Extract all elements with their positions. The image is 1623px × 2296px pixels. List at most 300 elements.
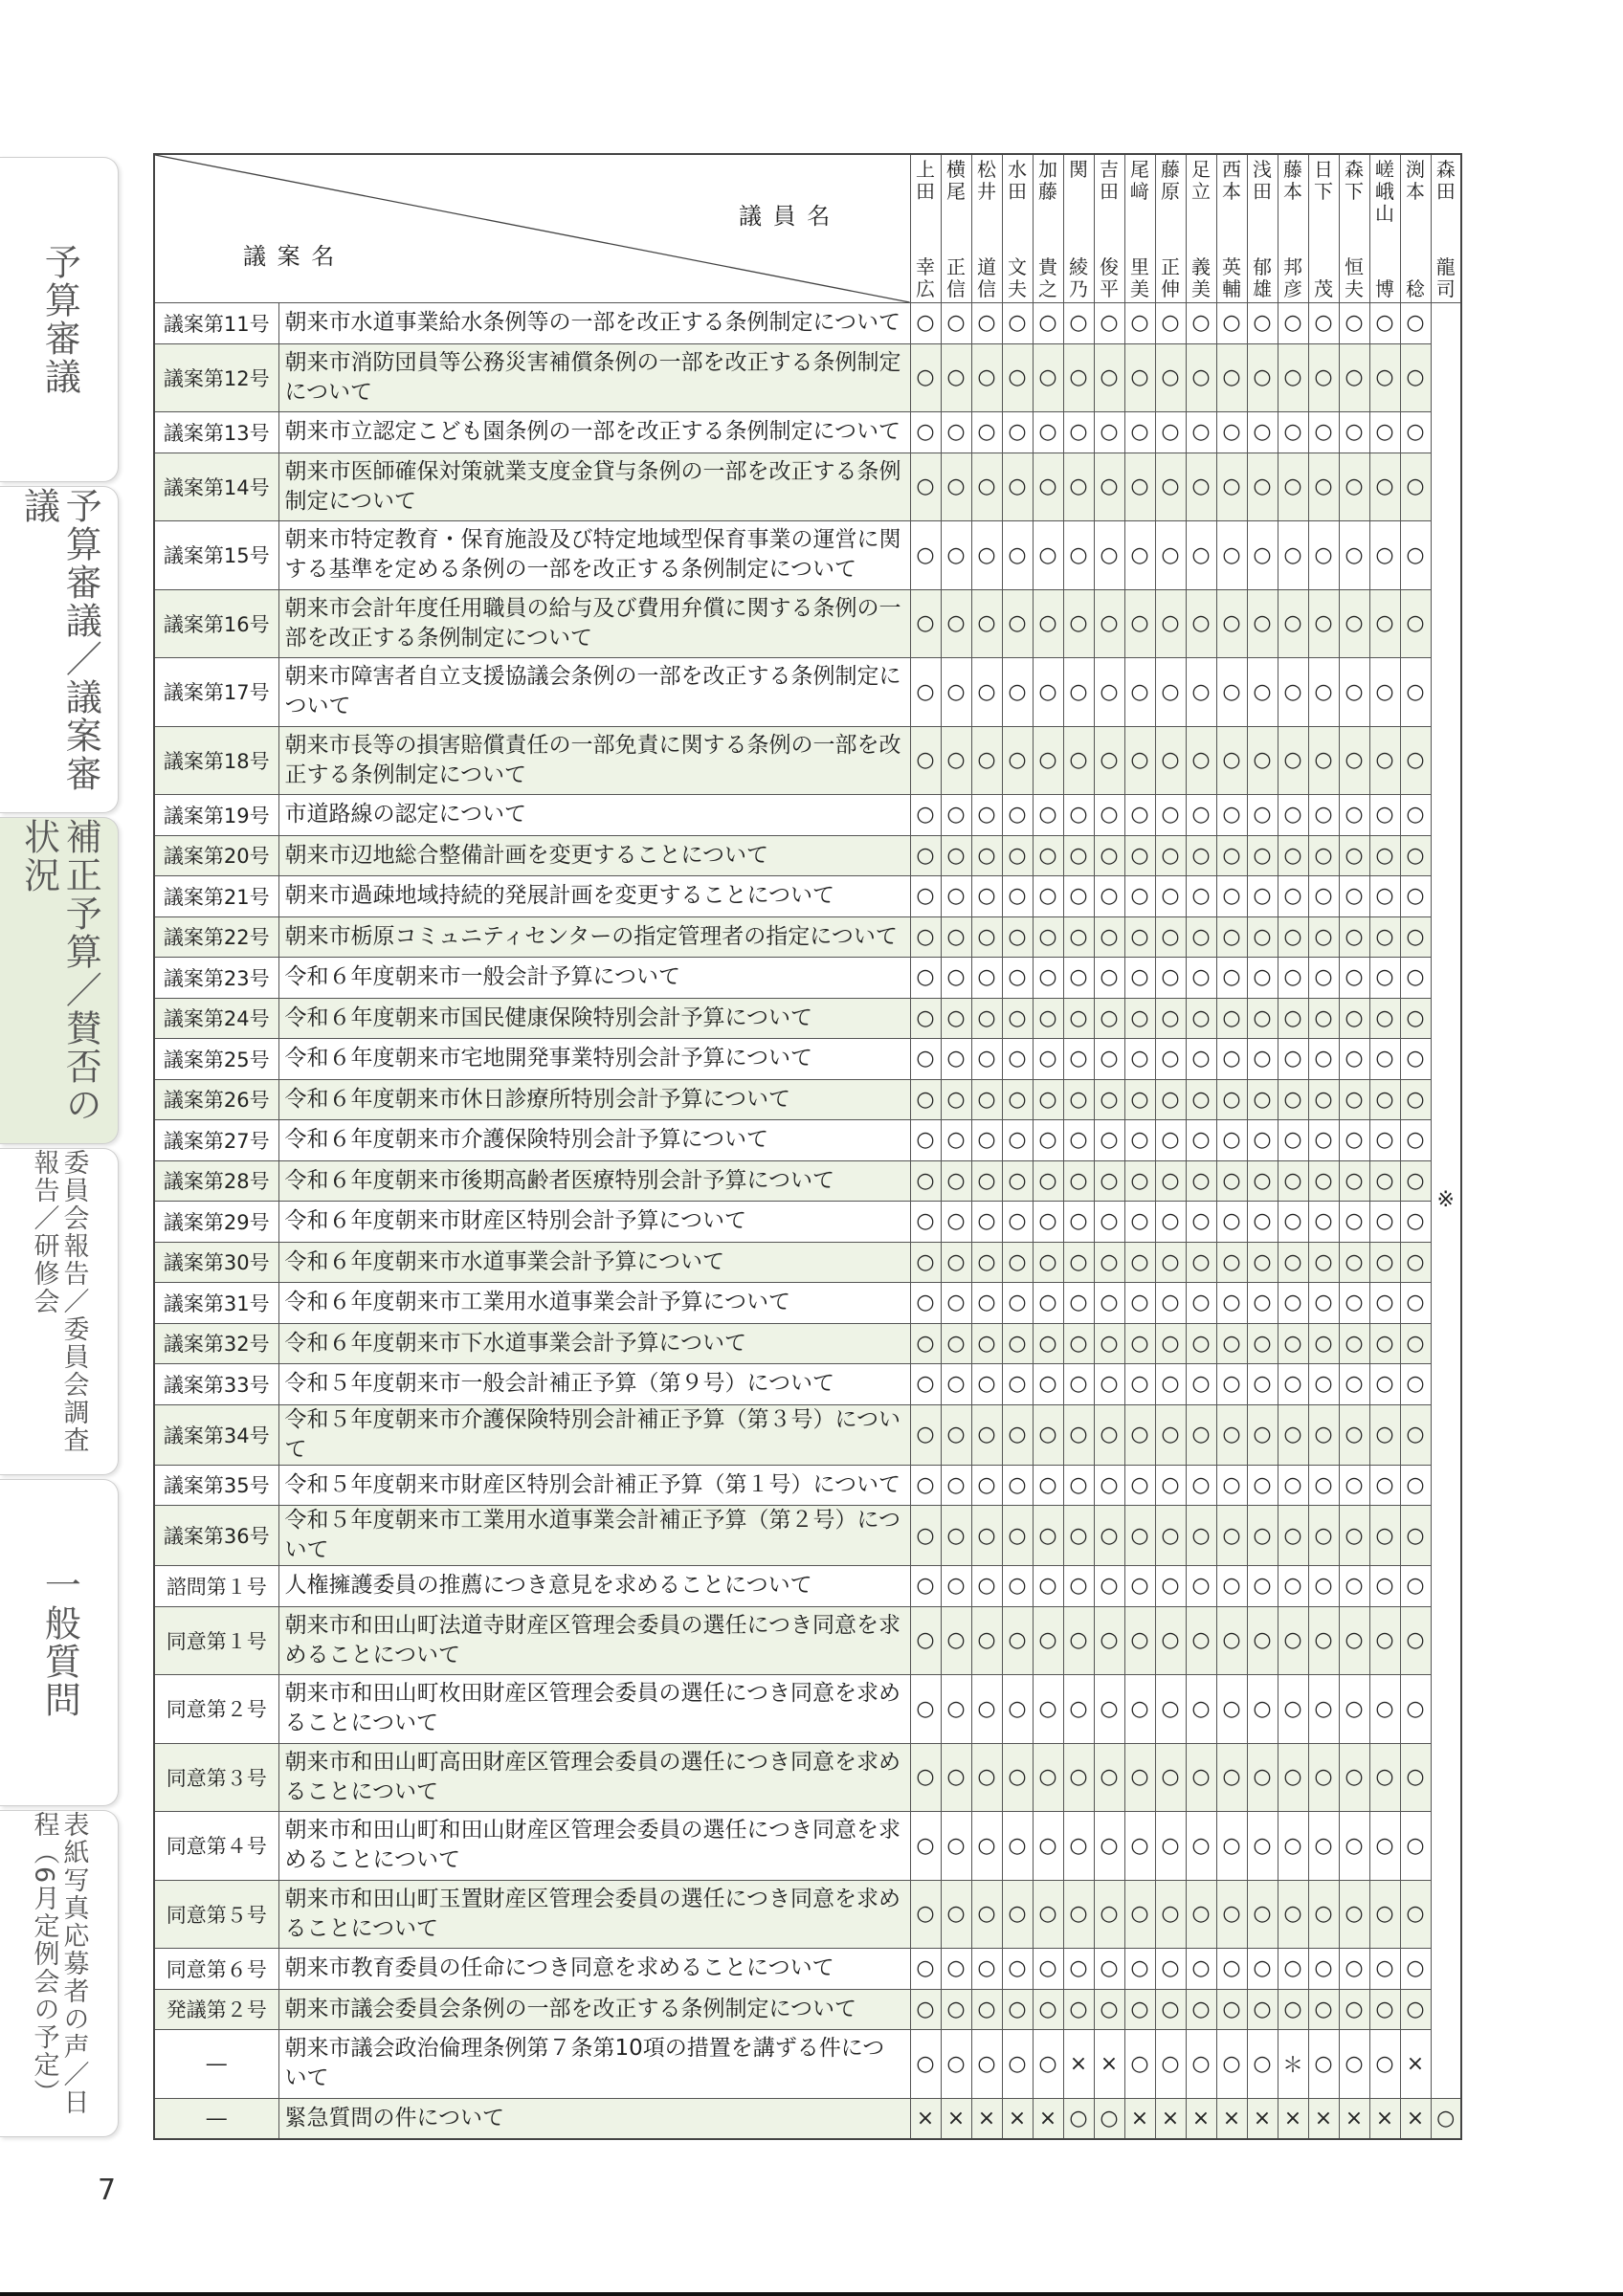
vote-mark: ○ [971,521,1002,590]
vote-mark: ○ [941,1949,971,1990]
vote-mark: ○ [941,1202,971,1243]
vote-mark: ○ [1339,916,1369,958]
vote-mark: ○ [1247,1949,1278,1990]
vote-mark: ○ [1033,1120,1063,1161]
vote-mark: ○ [1094,1202,1124,1243]
vote-mark: ○ [1124,1079,1155,1120]
vote-mark: ○ [1033,1949,1063,1990]
vote-mark: ○ [910,1989,941,2030]
vote-mark: ○ [1002,1283,1033,1324]
vote-mark: ○ [971,998,1002,1039]
bill-number: 議案第34号 [154,1404,278,1465]
vote-mark: ○ [1002,589,1033,658]
vote-mark: ○ [1155,1812,1186,1881]
vote-mark: ○ [1002,1160,1033,1202]
vote-mark: ○ [1369,876,1400,917]
bill-title: 朝来市和田山町枚田財産区管理会委員の選任につき同意を求めることについて [278,1675,910,1744]
bill-number: 同意第６号 [154,1949,278,1990]
bill-number: 議案第23号 [154,958,278,999]
vote-mark: ○ [971,1743,1002,1812]
vote-mark: ○ [1033,1364,1063,1405]
vote-mark: ○ [1400,1160,1431,1202]
vote-mark: ○ [1033,453,1063,521]
vote-mark: ○ [1339,1283,1369,1324]
vote-mark: ○ [1400,916,1431,958]
vote-mark: ○ [1033,958,1063,999]
vote-mark: ○ [1339,658,1369,727]
side-tab-committee-reports[interactable] [0,1148,119,1475]
vote-mark: × [1308,2098,1339,2139]
vote-mark: ○ [1339,1160,1369,1202]
vote-mark: ○ [1124,1120,1155,1161]
bill-number: 諮問第１号 [154,1566,278,1607]
vote-mark: ○ [1369,1743,1400,1812]
vote-mark: ○ [910,658,941,727]
vote-mark: ○ [1400,1506,1431,1566]
member-header [1278,154,1308,303]
vote-mark: ○ [1339,1323,1369,1364]
vote-mark: ○ [1308,1989,1339,2030]
vote-mark: ○ [1308,303,1339,344]
vote-mark: ○ [941,343,971,412]
vote-mark: ○ [1216,958,1247,999]
vote-mark: ○ [1155,1566,1186,1607]
vote-mark: ○ [971,1566,1002,1607]
member-header [1033,154,1063,303]
vote-mark: ○ [1063,1202,1094,1243]
member-given-char: 乃 [1069,277,1088,300]
bill-title: 令和５年度朝来市介護保険特別会計補正予算（第３号）について [278,1404,910,1465]
vote-mark: ○ [1308,1120,1339,1161]
vote-mark: ○ [1339,1812,1369,1881]
vote-mark: ○ [1094,589,1124,658]
bill-title: 人権擁護委員の推薦につき意見を求めることについて [278,1566,910,1607]
bill-number: 議案第12号 [154,343,278,412]
vote-mark: ○ [971,1880,1002,1949]
vote-mark: ○ [1124,1506,1155,1566]
member-name [1401,155,1431,300]
vote-mark: ○ [1186,1606,1216,1675]
vote-mark: ○ [1369,1323,1400,1364]
vote-mark: ○ [1186,2030,1216,2099]
vote-mark: ○ [1155,1506,1186,1566]
bill-number: 同意第４号 [154,1812,278,1881]
vote-mark: ○ [1278,876,1308,917]
vote-mark: ○ [1063,1675,1094,1744]
vote-mark: ○ [910,1120,941,1161]
table-row [154,1160,1461,1202]
table-row [154,1675,1461,1744]
vote-mark: ○ [1369,958,1400,999]
bill-number: 議案第16号 [154,589,278,658]
vote-mark: × [1155,2098,1186,2139]
vote-mark: ○ [1002,1364,1033,1405]
member-name [1278,155,1308,300]
member-name [942,155,971,300]
vote-mark: ○ [1278,1404,1308,1465]
vote-mark: ○ [1063,1880,1094,1949]
bill-number: 議案第36号 [154,1506,278,1566]
bill-number: 議案第18号 [154,726,278,795]
vote-mark: ○ [971,1120,1002,1161]
member-given-char: 文 [1008,255,1027,278]
vote-mark: ○ [1186,521,1216,590]
vote-mark: ○ [1186,958,1216,999]
vote-mark: ○ [1308,726,1339,795]
table-row [154,343,1461,412]
vote-mark: ○ [1247,453,1278,521]
vote-mark: ○ [1278,521,1308,590]
member-surname-char: 尾 [1130,158,1149,181]
vote-mark: ○ [1278,835,1308,876]
table-row [154,1242,1461,1283]
vote-mark: ○ [1339,1989,1369,2030]
bill-number: 議案第11号 [154,303,278,344]
vote-mark: ○ [971,589,1002,658]
bill-number: 議案第27号 [154,1120,278,1161]
vote-mark: ○ [1155,916,1186,958]
bill-number: 議案第21号 [154,876,278,917]
member-name [1034,155,1063,300]
vote-mark: ○ [1155,1079,1186,1120]
vote-mark: ○ [1002,343,1033,412]
bill-number: 同意第３号 [154,1743,278,1812]
vote-mark: ○ [1002,1465,1033,1506]
vote-mark: ○ [1369,1120,1400,1161]
member-given-char: 英 [1222,255,1241,278]
table-row [154,521,1461,590]
member-name [1003,155,1033,300]
vote-mark: ○ [1186,726,1216,795]
vote-mark: ○ [1094,1465,1124,1506]
vote-mark: ○ [1186,795,1216,836]
vote-mark: ○ [1002,1880,1033,1949]
vote-mark: ○ [1155,2030,1186,2099]
bill-number: 議案第13号 [154,412,278,453]
vote-mark: ○ [1247,1606,1278,1675]
vote-mark: ○ [910,835,941,876]
vote-mark: ○ [1339,1743,1369,1812]
vote-mark: ○ [1400,1120,1431,1161]
vote-mark: ○ [1124,876,1155,917]
vote-mark: ○ [1400,412,1431,453]
vote-mark: ○ [941,916,971,958]
vote-mark: ○ [1308,1465,1339,1506]
side-tab-label: 委員会報告／委員会調査報告／研修会 [29,1149,89,1454]
vote-mark: ○ [1400,1880,1431,1949]
side-tab-budget-bills[interactable] [0,486,119,813]
bill-number: 同意第２号 [154,1675,278,1744]
vote-mark: × [941,2098,971,2139]
bill-title: 朝来市辺地総合整備計画を変更することについて [278,835,910,876]
member-given-char: 稔 [1406,277,1425,300]
vote-mark: ○ [1155,453,1186,521]
vote-mark: ○ [1369,658,1400,727]
vote-mark: ○ [971,958,1002,999]
vote-mark: ○ [941,303,971,344]
table-row [154,1566,1461,1607]
vote-mark: ○ [1002,1949,1033,1990]
member-header [1247,154,1278,303]
vote-mark: ○ [1247,795,1278,836]
vote-mark: ○ [1216,1606,1247,1675]
vote-mark: ○ [1094,726,1124,795]
vote-mark: ○ [1369,1675,1400,1744]
vote-mark: ○ [1339,795,1369,836]
vote-mark: ○ [1369,453,1400,521]
vote-mark: ○ [1369,1989,1400,2030]
side-tab-supplementary-votes[interactable] [0,817,119,1144]
vote-mark: ○ [1033,412,1063,453]
vote-mark: ○ [1216,1675,1247,1744]
vote-mark: ○ [1186,1675,1216,1744]
vote-mark: ○ [1369,1566,1400,1607]
vote-mark: ○ [1094,1039,1124,1080]
member-surname-char: 嵯 [1375,158,1394,181]
vote-mark: ○ [1124,1989,1155,2030]
vote-mark: ○ [1124,1283,1155,1324]
vote-mark: ○ [1002,916,1033,958]
vote-mark: ○ [1124,1880,1155,1949]
bill-title: 朝来市消防団員等公務災害補償条例の一部を改正する条例制定について [278,343,910,412]
vote-mark: ○ [910,998,941,1039]
vote-mark: ○ [1186,1880,1216,1949]
vote-mark: ○ [1216,521,1247,590]
vote-mark: ○ [1186,1120,1216,1161]
member-surname-char: 足 [1191,158,1211,181]
vote-mark: ○ [1369,1283,1400,1324]
vote-mark: ○ [1094,1812,1124,1881]
vote-mark: ○ [1063,1812,1094,1881]
vote-mark: ○ [1216,1465,1247,1506]
vote-mark: ○ [1308,876,1339,917]
vote-mark: ○ [1369,1160,1400,1202]
vote-mark: ○ [1002,958,1033,999]
vote-mark: ○ [1339,1202,1369,1243]
vote-mark: ○ [941,1160,971,1202]
vote-mark: ○ [1278,1079,1308,1120]
vote-mark: ○ [1400,589,1431,658]
table-row [154,876,1461,917]
bill-title: 令和５年度朝来市工業用水道事業会計補正予算（第２号）について [278,1506,910,1566]
vote-mark: ○ [1124,1404,1155,1465]
vote-mark: ○ [941,1283,971,1324]
member-given-char: 龍 [1435,255,1456,278]
member-surname-char: 原 [1161,180,1180,203]
bill-title: 朝来市和田山町法道寺財産区管理会委員の選任につき同意を求めることについて [278,1606,910,1675]
table-row [154,658,1461,727]
vote-mark: ○ [1216,1160,1247,1202]
vote-mark: ○ [1216,1079,1247,1120]
bill-number: 議案第25号 [154,1039,278,1080]
bill-number: 議案第35号 [154,1465,278,1506]
vote-mark: ○ [1247,958,1278,999]
vote-mark: ○ [1002,835,1033,876]
table-row [154,1404,1461,1465]
vote-mark: ○ [1339,1079,1369,1120]
bill-title: 令和５年度朝来市財産区特別会計補正予算（第１号）について [278,1465,910,1506]
vote-mark: ○ [1124,589,1155,658]
member-surname-char: 山 [1375,202,1394,225]
vote-mark: ○ [910,876,941,917]
member-given-char: 恒 [1345,255,1364,278]
vote-mark: × [1339,2098,1369,2139]
vote-mark: ○ [910,1242,941,1283]
vote-mark: ○ [910,1364,941,1405]
vote-mark: × [910,2098,941,2139]
vote-mark: ○ [910,1160,941,1202]
page-number: 7 [98,2174,117,2207]
vote-mark: ○ [1186,1323,1216,1364]
vote-mark: ○ [1033,1566,1063,1607]
vote-mark: ○ [910,1506,941,1566]
vote-mark: ○ [1216,658,1247,727]
vote-mark: ○ [1155,726,1186,795]
vote-mark: ○ [971,1606,1002,1675]
vote-mark: ○ [1002,1079,1033,1120]
member-given-char: 広 [916,277,935,300]
vote-mark: ○ [1124,1812,1155,1881]
vote-mark: ○ [1308,1323,1339,1364]
vote-mark: ○ [941,589,971,658]
vote-mark: ○ [1063,2098,1094,2139]
member-given-char: 雄 [1253,277,1272,300]
vote-mark: ○ [1247,1743,1278,1812]
vote-mark: ○ [1002,726,1033,795]
table-row [154,1989,1461,2030]
vote-mark: ○ [1216,795,1247,836]
vote-mark: ○ [1400,1812,1431,1881]
vote-mark: ○ [1186,343,1216,412]
vote-mark: × [1369,2098,1400,2139]
vote-mark: × [1002,2098,1033,2139]
vote-mark: ○ [1278,412,1308,453]
vote-mark: ○ [1155,1364,1186,1405]
vote-mark: ○ [1400,726,1431,795]
table-row [154,1202,1461,1243]
member-surname-char: 下 [1314,180,1333,203]
vote-mark: ○ [1339,521,1369,590]
member-given-char: 司 [1435,277,1456,300]
side-tab-general-questions[interactable] [0,1479,119,1806]
bill-title: 緊急質問の件について [278,2098,910,2139]
vote-mark: ○ [1339,589,1369,658]
table-row [154,2098,1461,2139]
vote-mark: ○ [1033,876,1063,917]
vote-mark: ○ [941,726,971,795]
vote-mark: ○ [1186,1566,1216,1607]
vote-mark: ○ [1124,412,1155,453]
vote-mark: ○ [1400,1323,1431,1364]
vote-mark: ○ [1094,795,1124,836]
vote-mark: ○ [941,1566,971,1607]
member-name [1125,155,1155,300]
member-given-char: 貴 [1038,255,1057,278]
vote-mark: ○ [1002,876,1033,917]
vote-mark: ○ [1369,1812,1400,1881]
vote-mark: ○ [910,1323,941,1364]
vote-mark: ○ [1278,1364,1308,1405]
vote-mark: ○ [1400,453,1431,521]
vote-mark: ○ [1308,1283,1339,1324]
bill-title: 朝来市立認定こども園条例の一部を改正する条例制定について [278,412,910,453]
vote-mark: ○ [1033,998,1063,1039]
vote-mark: ○ [1400,1079,1431,1120]
member-header [1400,154,1431,303]
vote-mark: ○ [1002,998,1033,1039]
bill-title: 朝来市教育委員の任命につき同意を求めることについて [278,1949,910,1990]
table-row [154,1812,1461,1881]
vote-mark: ○ [1063,916,1094,958]
vote-mark: ○ [971,1989,1002,2030]
vote-mark: ○ [1063,835,1094,876]
vote-mark: × [1400,2030,1431,2099]
vote-mark: ○ [1033,916,1063,958]
vote-mark: ○ [910,343,941,412]
vote-mark: ○ [1094,1283,1124,1324]
vote-mark: ○ [1339,1120,1369,1161]
vote-mark: ○ [1033,589,1063,658]
side-tab-label: 表紙写真応募者の声／日程（6月定例会の予定） [29,1811,89,2116]
vote-mark: ○ [971,1949,1002,1990]
table-row [154,2030,1461,2099]
vote-mark: ○ [1033,1323,1063,1364]
vote-mark: ○ [1124,1675,1155,1744]
member-surname-char: 本 [1406,180,1425,203]
vote-mark: ○ [941,1812,971,1881]
vote-mark: ○ [1063,521,1094,590]
member-given-char: 彦 [1283,277,1302,300]
bill-title: 朝来市議会委員会条例の一部を改正する条例制定について [278,1989,910,2030]
vote-mark: ○ [1278,1880,1308,1949]
vote-mark: ○ [1094,1242,1124,1283]
vote-mark: ○ [941,1120,971,1161]
vote-mark: × [1186,2098,1216,2139]
vote-mark: ○ [1094,916,1124,958]
vote-mark: ○ [1094,876,1124,917]
vote-mark: ○ [910,1465,941,1506]
vote-mark: ○ [1308,1606,1339,1675]
vote-mark: ○ [1094,2098,1124,2139]
vote-mark: ○ [1124,1465,1155,1506]
vote-mark: ○ [1247,521,1278,590]
bill-title: 令和６年度朝来市水道事業会計予算について [278,1242,910,1283]
vote-mark: ○ [941,453,971,521]
vote-mark: ○ [1400,795,1431,836]
vote-mark: ○ [1216,1949,1247,1990]
vote-mark: ○ [1186,1364,1216,1405]
vote-mark: ○ [1033,795,1063,836]
member-given-char: 博 [1375,277,1394,300]
vote-mark: ○ [1339,1465,1369,1506]
vote-mark: ○ [1033,835,1063,876]
vote-mark: ○ [1369,1364,1400,1405]
vote-mark: ○ [1002,1989,1033,2030]
vote-mark: ○ [1247,1202,1278,1243]
member-surname-char: 松 [977,158,996,181]
vote-mark: ○ [1094,835,1124,876]
vote-mark: ○ [1216,1880,1247,1949]
side-tab-label: 予算審議 [38,243,81,396]
member-surname-char: 水 [1008,158,1027,181]
side-tab-budget[interactable] [0,157,119,482]
vote-mark: ○ [1400,1283,1431,1324]
side-tab-cover-photo-schedule[interactable] [0,1810,119,2137]
vote-mark: ○ [1155,1039,1186,1080]
bill-title: 朝来市過疎地域持続的発展計画を変更することについて [278,876,910,917]
bill-number: 議案第20号 [154,835,278,876]
bill-title: 令和６年度朝来市一般会計予算について [278,958,910,999]
